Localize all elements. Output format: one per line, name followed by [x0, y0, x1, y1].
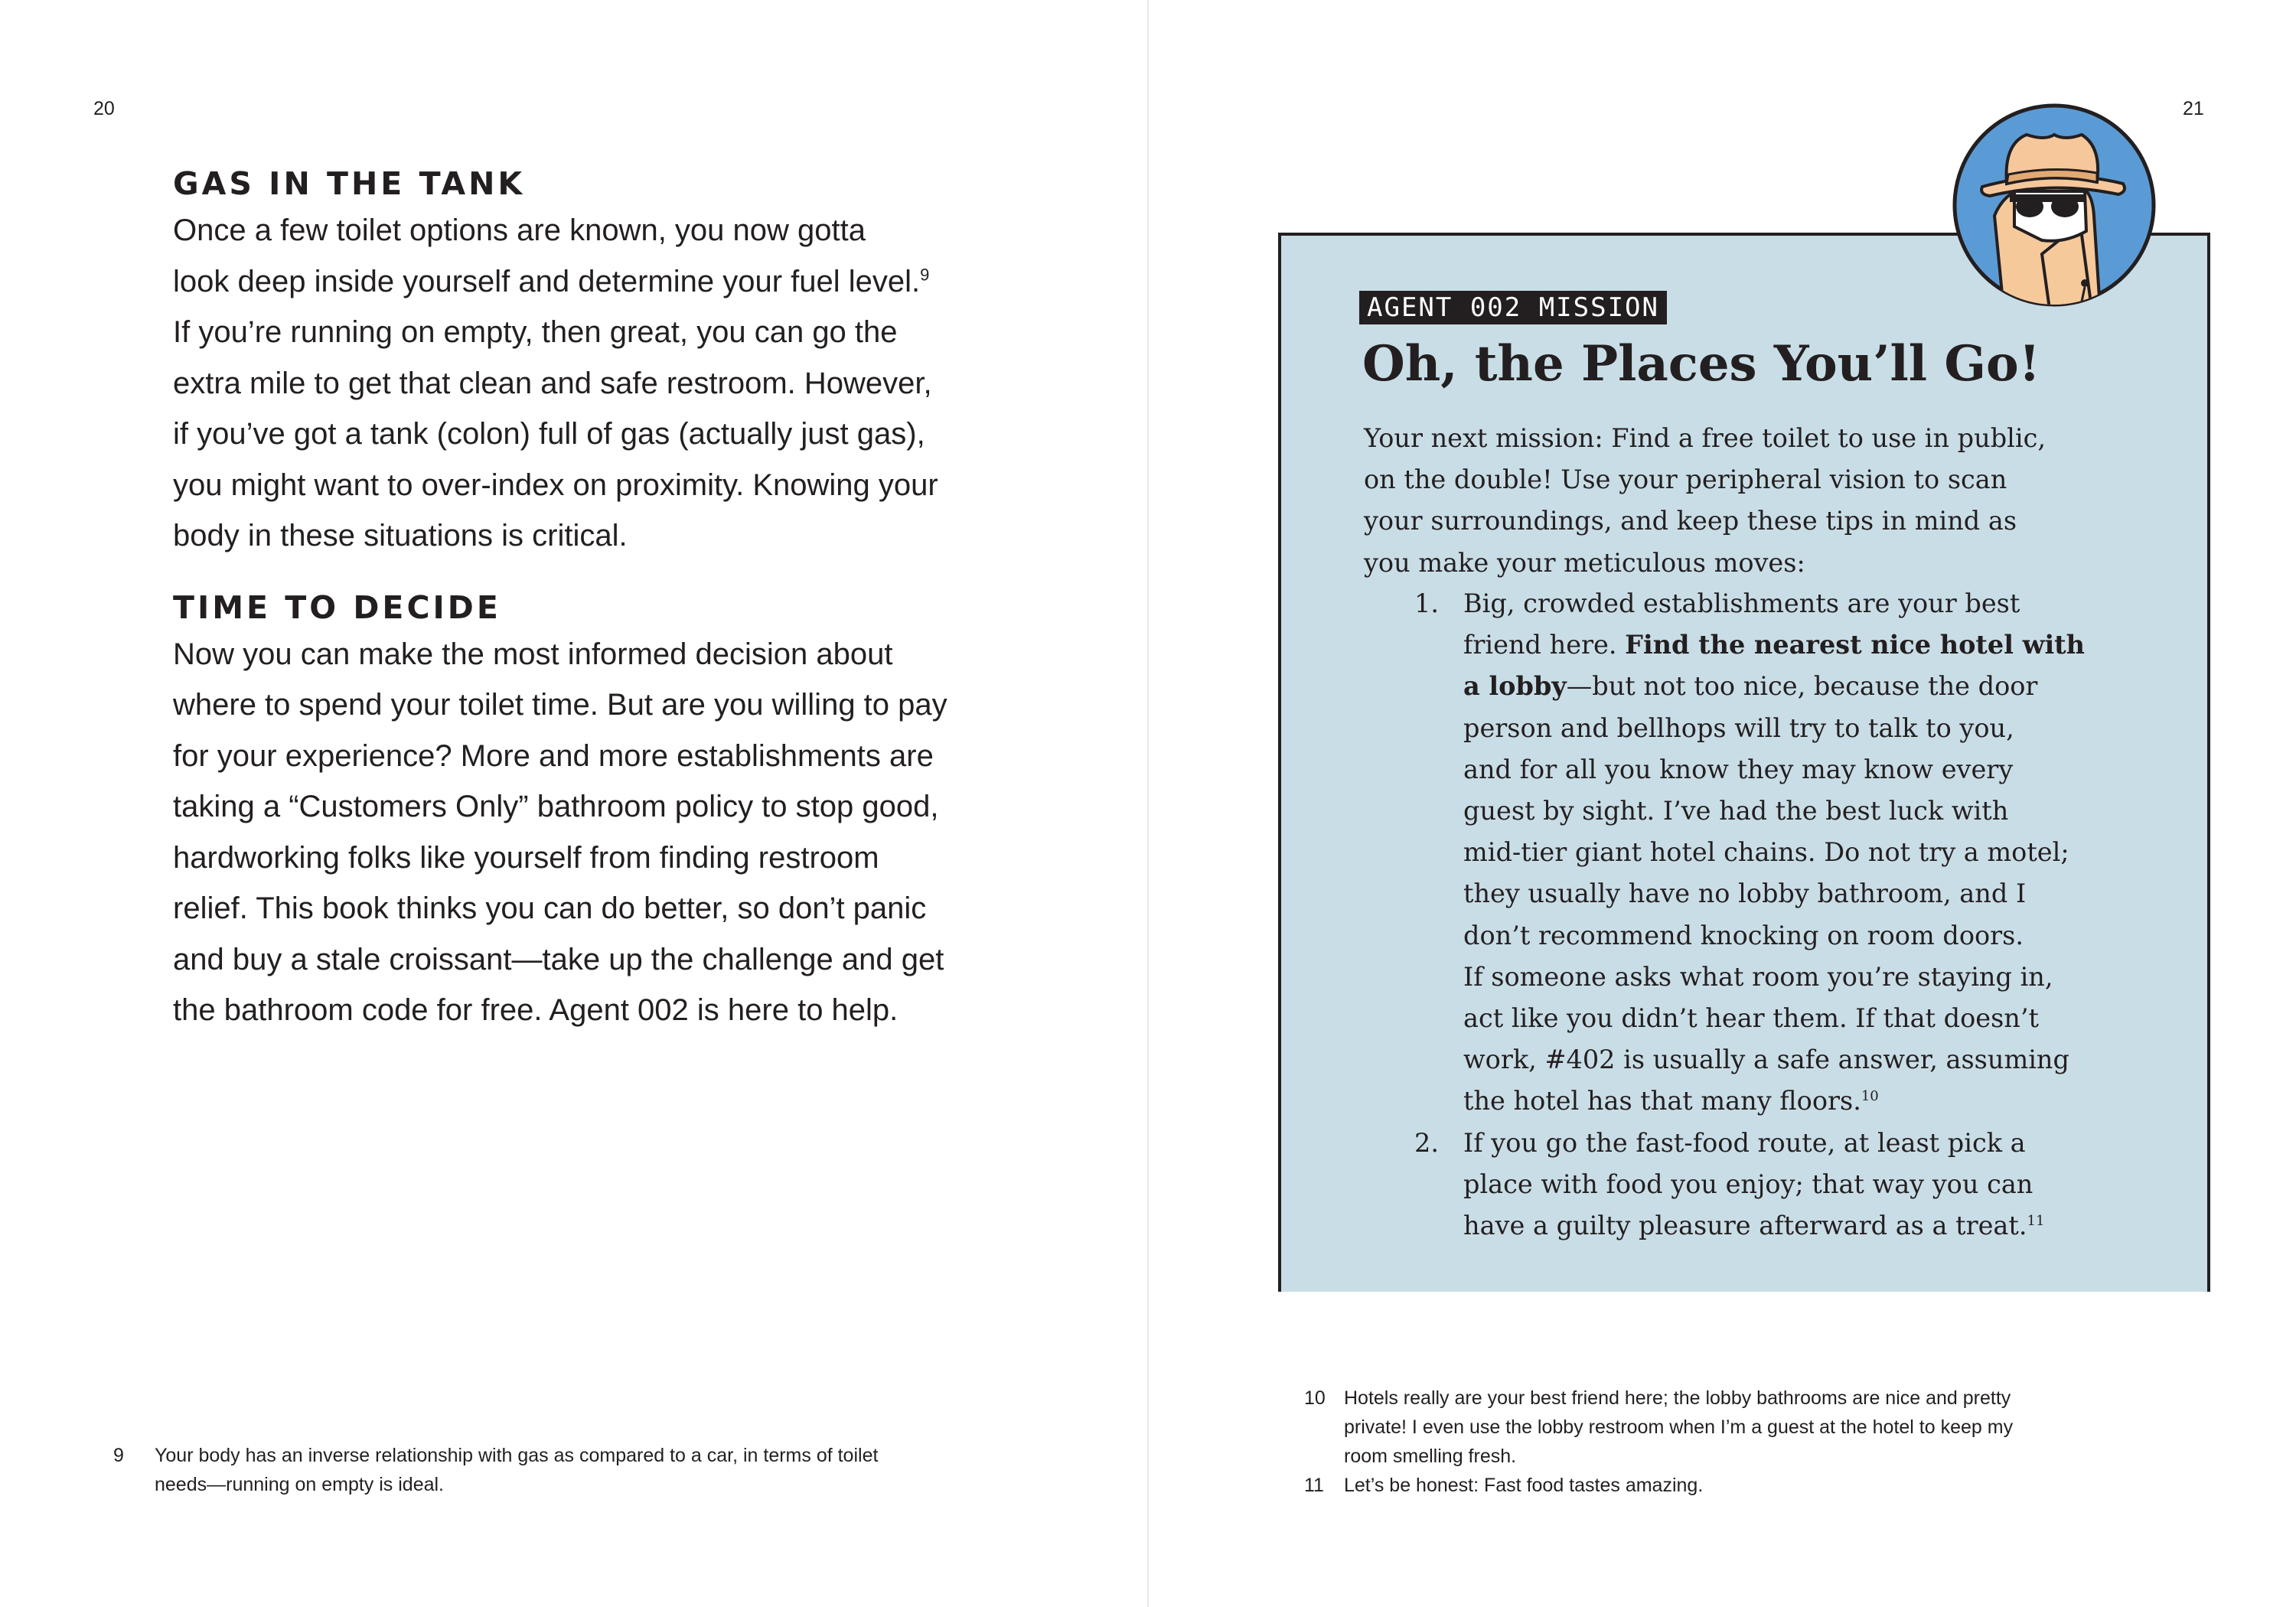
list-line: don’t recommend knocking on room doors.	[1463, 920, 2024, 950]
footnotes-right	[1304, 1384, 2223, 1500]
footnote-ref-11[interactable]: 11	[2027, 1212, 2045, 1229]
footnote-line: room smelling fresh.	[1344, 1446, 1517, 1467]
list-line	[1463, 666, 2226, 707]
section-body-gas-in-the-tank	[173, 205, 1007, 562]
footnote-line: Let’s be honest: Fast food tastes amazing.	[1344, 1475, 1704, 1496]
footnote-line: needs—running on empty is ideal.	[155, 1474, 445, 1495]
list-item	[1414, 1123, 2226, 1247]
list-line: place with food you enjoy; that way you can	[1463, 1169, 2033, 1199]
footnote-number: 10	[1304, 1387, 1326, 1409]
footnote-number: 11	[1304, 1475, 1324, 1496]
list-item	[1414, 583, 2226, 1123]
body-line	[173, 256, 1007, 308]
page-gutter	[1147, 0, 1149, 1607]
list-line: If you go the fast-food route, at least pick a	[1463, 1127, 2026, 1158]
footnote-line: Hotels really are your best friend here; the lobby bathrooms are nice and pretty	[1344, 1387, 2011, 1409]
list-line: work, #402 is usually a safe answer, assuming	[1463, 1045, 2069, 1075]
body-line: if you’ve got a tank (colon) full of gas (actually just gas),	[173, 417, 925, 451]
list-line	[1463, 1081, 2226, 1122]
body-line: Now you can make the most informed decision about	[173, 637, 893, 671]
list-line: Big, crowded establishments are your best	[1463, 588, 2020, 618]
list-line	[1463, 1205, 2226, 1247]
footnote-10	[1304, 1384, 2223, 1471]
body-line: body in these situations is critical.	[173, 519, 628, 553]
section-body-time-to-decide	[173, 629, 1007, 1036]
body-line: extra mile to get that clean and safe restroom. However,	[173, 366, 932, 400]
section-heading-time-to-decide: TIME TO DECIDE	[173, 588, 501, 626]
left-page-content	[173, 162, 1007, 1036]
section-heading-gas-in-the-tank: GAS IN THE TANK	[173, 165, 526, 202]
footnote-line: Your body has an inverse relationship with gas as compared to a car, in terms of toilet	[155, 1445, 879, 1466]
body-line: If you’re running on empty, then great, you can go the	[173, 315, 898, 349]
agent-spy-icon	[1950, 101, 2158, 309]
list-line-text: the hotel has that many floors.	[1463, 1086, 1861, 1116]
body-line: taking a “Customers Only” bathroom policy to stop good,	[173, 790, 939, 823]
footnote-11	[1304, 1471, 2223, 1500]
list-line: If someone asks what room you’re staying in,	[1463, 961, 2053, 992]
body-line: for your experience? More and more establishments are	[173, 738, 934, 773]
list-number: 2.	[1414, 1127, 1439, 1158]
body-line: hardworking folks like yourself from finding restroom	[173, 840, 879, 875]
footnote-ref-9[interactable]: 9	[920, 265, 930, 285]
mission-title: Oh, the Places You’ll Go!	[1362, 335, 2040, 393]
intro-line: your surroundings, and keep these tips in mind as	[1364, 506, 2017, 536]
intro-line: you make your meticulous moves:	[1364, 547, 1805, 578]
mission-tips-list	[1414, 583, 2226, 1247]
body-line-text: look deep inside yourself and determine your fuel level.	[173, 264, 921, 298]
body-line: Once a few toilet options are known, you now gotta	[173, 214, 866, 247]
list-line-text: —but not too nice, because the door	[1566, 671, 2038, 702]
mission-intro	[1364, 418, 2190, 584]
page-number-left: 20	[93, 98, 115, 119]
footnote-ref-10[interactable]: 10	[1861, 1088, 1879, 1105]
footnote-9	[113, 1441, 1032, 1499]
list-line: and for all you know they may know every	[1463, 754, 2014, 784]
footnote-number: 9	[113, 1445, 124, 1466]
list-line: act like you didn’t hear them. If that doesn’t	[1463, 1003, 2039, 1034]
list-line-text: have a guilty pleasure afterward as a treat.	[1463, 1211, 2027, 1241]
list-line-emphasis: a lobby	[1463, 671, 1567, 702]
body-line: where to spend your toilet time. But are you willing to pay	[173, 688, 947, 722]
list-line: mid-tier giant hotel chains. Do not try a motel;	[1463, 837, 2069, 868]
footnote-line: private! I even use the lobby restroom when I’m a guest at the hotel to keep my	[1344, 1416, 2014, 1438]
list-line: person and bellhops will try to talk to you,	[1463, 712, 2014, 743]
mission-tag: AGENT 002 MISSION	[1359, 291, 1667, 324]
list-line-emphasis: Find the nearest nice hotel with	[1625, 630, 2085, 660]
list-line: guest by sight. I’ve had the best luck with	[1463, 796, 2009, 826]
list-line-text: friend here.	[1463, 630, 1626, 660]
list-line	[1463, 624, 2226, 666]
intro-line: Your next mission: Find a free toilet to use in public,	[1364, 423, 2046, 453]
list-line: they usually have no lobby bathroom, and I	[1463, 878, 2027, 909]
list-number: 1.	[1414, 588, 1439, 618]
body-line: the bathroom code for free. Agent 002 is here to help.	[173, 993, 899, 1027]
page-number-right: 21	[2183, 98, 2204, 119]
intro-line: on the double! Use your peripheral vision to scan	[1364, 464, 2007, 495]
body-line: and buy a stale croissant—take up the challenge and get	[173, 942, 944, 976]
body-line: relief. This book thinks you can do better, so don’t panic	[173, 892, 927, 925]
body-line: you might want to over-index on proximity. Knowing your	[173, 468, 938, 502]
